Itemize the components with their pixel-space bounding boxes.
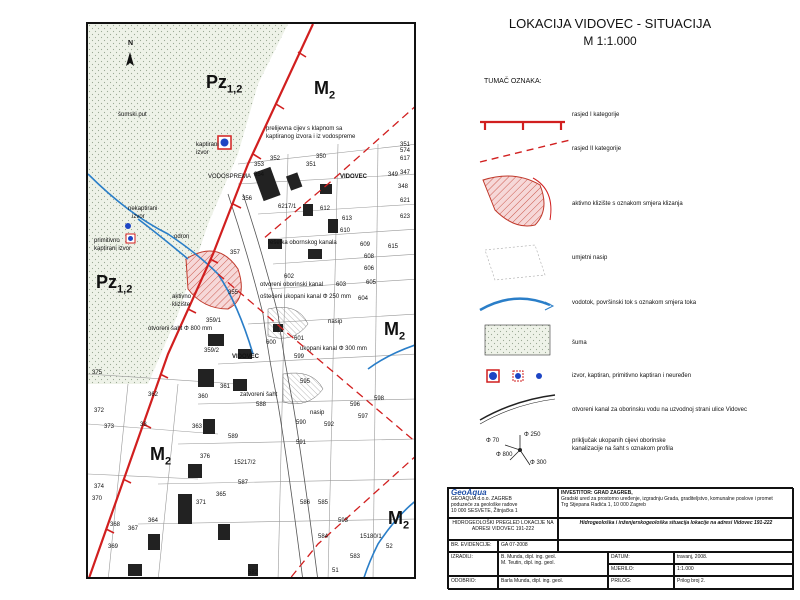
report-cell: HIDROGEOLOŠKI PREGLED LOKACIJE NA ADRESI VIDOVEC 191-222 [448,518,558,540]
parcel-number: 600 [266,340,277,346]
appendix-value: Prilog broj 2. [674,576,794,590]
parcel-number: 354 [254,172,265,178]
legend-spring-icon [489,372,497,380]
company-name: GEOAQUA d.o.o. ZAGREB [451,496,512,502]
spring-icon [125,223,131,229]
legend-heading: TUMAČ OZNAKA: [484,78,542,85]
parcel-number: 597 [358,414,369,420]
parcel-number: 596 [350,402,361,408]
forest-road-label: šumski put [118,112,147,118]
parcel-number: 590 [296,420,307,426]
parcel-number: 588 [256,402,267,408]
parcel-number: 599 [294,354,305,360]
parcel-number: 595 [300,379,311,385]
parcel-number: 587 [238,480,249,486]
legend-item: izvor, kaptiran, primitivno kaptiran i neuređen [572,373,692,379]
parcel-number: 605 [366,280,377,286]
parcel-number: 355 [228,290,239,296]
parcel-number: 6217/1 [278,204,297,210]
geology-label: $M_2$ [388,508,410,532]
map-annotation: zatvoreni šaht [240,392,278,398]
parcel-number: 584 [318,534,329,540]
evidence-label: BR. EVIDENCIJE: [448,540,498,552]
parcel-number: 359/1 [206,318,222,324]
map-annotation: prelijevna cijev s klapnom sa [266,126,343,132]
parcel-number: 606 [364,266,375,272]
parcel-number: 353 [254,162,265,168]
map-scale: M 1:1.000 [583,34,637,48]
parcel-number: 591 [296,440,307,446]
parcel-number: 373 [104,424,115,430]
map-annotation: otvoreni oborinski kanal [260,282,324,288]
geology-label: $M_2$ [384,319,406,343]
page-title: LOKACIJA VIDOVEC - SITUACIJA [508,16,712,31]
parcel-number: 371 [196,500,207,506]
parcel-number: 615 [388,244,399,250]
parcel-number: 361 [220,384,231,390]
legend-item: otvoreni kanal za oborinsku vodu na uzvodnoj strani ulice Vidovec [572,407,747,413]
parcel-number: 589 [228,434,239,440]
map-annotation: kaptirani [196,142,219,148]
map-annotation: nasip [310,410,325,416]
legend-item: šuma [572,340,587,346]
parcel-number: 592 [324,422,335,428]
parcel-number: 356 [242,196,253,202]
primitive-spring-icon [128,236,133,241]
map-annotation: izvor [132,214,145,220]
legend-pipe-label: Φ 800 [496,452,513,458]
legend-symbols [475,90,800,480]
legend-item: umjetni nasip [572,255,608,261]
legend-forest-symbol [485,325,550,355]
legend-fault-2-symbol [480,140,570,162]
authors-value: B. Munda, dipl. ing. geol. M. Teutin, dipl. ing. geol. [498,552,608,576]
scale-value: 1:1.000 [674,564,794,576]
parcel-number: 38 [140,422,147,428]
parcel-number: 574 [400,148,411,154]
parcel-number: 357 [230,250,241,256]
parcel-number: 363 [192,424,203,430]
parcel-number: 583 [350,554,361,560]
map-annotation: kaptirani izvor [94,246,132,252]
legend-stream-symbol [480,299,550,310]
investor-desc: Gradski ured za prostorno uređenje, izgradnju Grada, graditeljstvo, komunalne poslove i promet [561,496,773,502]
evidence-value: GA 07-2008 [498,540,558,552]
authors-label: IZRADILI: [448,552,498,576]
legend-fault-1-symbol [480,122,565,130]
investor-name: INVESTITOR: GRAD ZAGREB, [561,490,633,496]
date-value: travanj, 2008. [674,552,794,564]
parcel-number: 609 [360,242,371,248]
parcel-number: 586 [300,500,311,506]
company-desc: poduzeće za geološke radove [451,502,518,508]
title-block [447,487,793,589]
legend-pipe-label: Φ 70 [486,438,500,444]
legend-pipe-label: Φ 250 [524,432,541,438]
parcel-number: 582 [248,570,259,576]
legend-item: vodotok, površinski tok s oznakom smjera toka [572,300,697,306]
parcel-number: 623 [400,214,411,220]
map-annotation: kaptiranog izvora i iz vodospreme [266,134,356,140]
map-frame[interactable] [86,22,416,579]
parcel-number: 347 [400,170,411,176]
geology-label: $M_2$ [314,78,336,102]
parcel-number: 370 [92,496,103,502]
parcel-number: 603 [336,282,347,288]
geology-label: $M_2$ [150,444,172,468]
legend-fill-symbol [485,245,545,280]
map-annotation: nekaptirani [128,206,158,212]
legend-item: rasjed II kategorije [572,146,622,152]
parcel-number: 612 [320,206,331,212]
map-annotation: nasip [328,319,343,325]
scale-label: MJERILO: [608,564,674,576]
company-logo: GeoAqua [451,488,487,497]
geology-label: $Pz_{1,2}$ [206,72,243,96]
parcel-number: 368 [110,522,121,528]
map-annotation: ukopani kanal Φ 300 mm [300,346,367,352]
parcel-number: 351 [306,162,317,168]
parcel-number: 348 [398,184,409,190]
company-address: 10 000 SESVETE, Žitnjačka 1 [451,508,518,514]
map-annotation: oštećeni ukopani kanal Φ 250 mm [260,294,351,300]
legend-item: kanalizacije na šaht s oznakom profila [572,446,674,452]
parcel-number: 52 [386,544,393,550]
map-annotation: primitivno [94,238,120,244]
map-annotation: aktivno [172,294,192,300]
legend-pipe-symbol [505,435,530,465]
parcel-number: 51 [332,568,339,574]
parcel-number: 593 [338,518,349,524]
parcel-number: 362 [148,392,159,398]
map-annotation: rešetka obornskog kanala [268,240,337,246]
map-annotation: otvoreni šaht Φ 800 mm [148,326,213,332]
street-label: VIDOVEC [232,354,260,360]
parcel-number: 602 [284,274,295,280]
parcel-number: 621 [400,198,411,204]
parcel-number: 613 [342,216,353,222]
map-annotation: odron [174,234,190,240]
parcel-number: 352 [270,156,281,162]
parcel-number: 365 [216,492,227,498]
parcel-number: 598 [374,396,385,402]
parcel-number: 359/2 [204,348,220,354]
parcel-number: 617 [400,156,411,162]
map-annotation: izvor [196,150,209,156]
legend-item: priključak ukopanih cijevi oborinske [572,438,666,444]
investor-address: Trg Stjepana Radića 1, 10 000 Zagreb [561,502,646,508]
drawing-title: Hidrogeološka i inženjerskogeološka situacija lokacije na adresi Vidovec 191-222 [558,518,794,540]
parcel-number: 15180/1 [360,534,382,540]
appendix-label: PRILOG: [608,576,674,590]
company-cell [448,488,558,518]
legend-item: aktivno klizište s oznakom smjera klizanja [572,201,683,207]
north-label: N [128,40,134,47]
parcel-number: 376 [200,454,211,460]
parcel-number: 360 [198,394,209,400]
legend-landslide-symbol [483,176,544,226]
parcel-number: 372 [94,408,105,414]
legend-item: rasjed I kategorije [572,112,620,118]
captured-spring-icon [221,139,229,147]
approved-value: Barla Munda, dipl. ing. geol. [498,576,608,590]
parcel-number: 15217/2 [234,460,256,466]
parcel-number: 351 [400,142,411,148]
investor-cell [558,488,794,518]
parcel-number: 601 [294,336,305,342]
map-annotation: klizište [172,302,191,308]
parcel-number: 350 [316,154,327,160]
date-label: DATUM: [608,552,674,564]
parcel-number: 610 [340,228,351,234]
parcel-number: 364 [148,518,159,524]
parcel-number: 367 [128,526,139,532]
parcel-number: 375 [92,370,103,376]
parcel-number: 349 [388,172,399,178]
map-annotation: VODOSPREMA [208,174,252,180]
parcel-number: 585 [318,500,329,506]
parcel-number: 374 [94,484,105,490]
parcel-number: 608 [364,254,375,260]
approved-label: ODOBRIO: [448,576,498,590]
street-label: VIDOVEC [340,174,368,180]
geology-label: $Pz_{1,2}$ [96,272,133,296]
parcel-number: 369 [108,544,119,550]
legend-pipe-label: Φ 300 [530,460,547,466]
parcel-number: 604 [358,296,369,302]
fill-area-2 [283,373,323,404]
